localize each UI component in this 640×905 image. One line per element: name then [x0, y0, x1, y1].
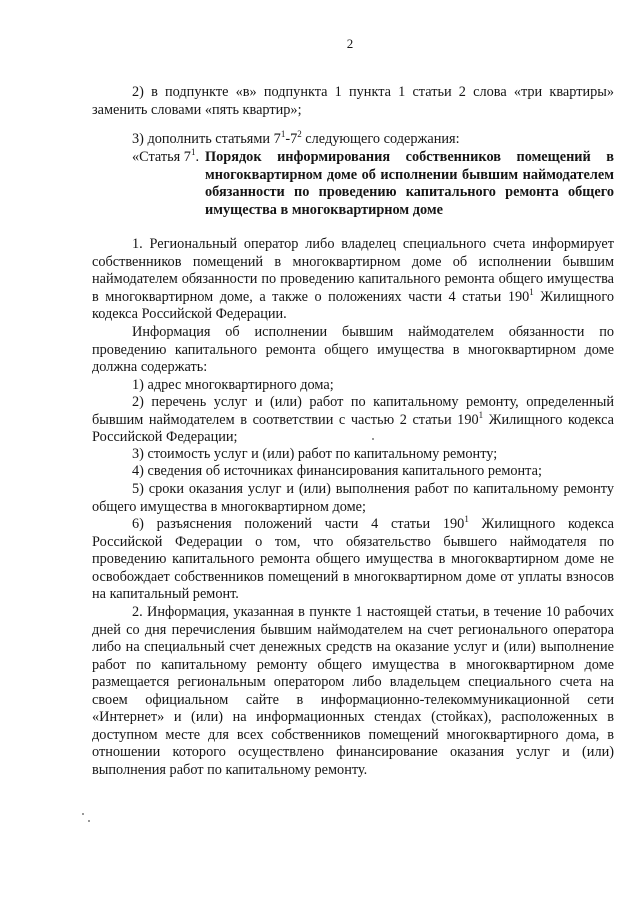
- page-number: 2: [346, 36, 354, 51]
- list-item-3: 3) стоимость услуг и (или) работ по капитальному ремонту;: [132, 446, 498, 462]
- article-prefix-dot: .: [195, 149, 200, 165]
- amendment-3-text: 3) дополнить статьями 7: [132, 131, 281, 147]
- paragraph-info: Информация об исполнении бывшим наймодателем обязанности по проведению капитального ремонта общего имущества в многоквартирном доме должна содержать:: [92, 324, 614, 375]
- article-prefix: [132, 149, 199, 167]
- list-item-6: [92, 516, 614, 604]
- amendment-3: [92, 131, 614, 149]
- paragraph-1-tail: Жилищного кодекса Российской Федерации.: [92, 288, 614, 322]
- list-item-5: 5) сроки оказания услуг и (или) выполнения работ по капитальному ремонту общего имущества в многоквартирном доме;: [92, 481, 614, 515]
- list-item-6-tail: Жилищного кодекса Российской Федерации о том, что обязательство бывшего наймодателя по проведению капитального ремонта общего имущества в многоквартирном доме не освобождает собственников помещений в многоквартирном доме от уплаты взносов на капитальный ремонт.: [92, 516, 614, 602]
- amendment-3-dash: -7: [285, 131, 298, 147]
- paragraph-1-sup: 1: [529, 286, 534, 297]
- amendment-3-sup2: 2: [297, 129, 302, 140]
- scan-speck: [88, 820, 90, 822]
- scan-speck: [82, 813, 84, 815]
- list-item-6-sup: 1: [464, 514, 469, 525]
- article-prefix-text: «Статья 7: [132, 149, 191, 165]
- amendment-3-rest: следующего содержания:: [301, 131, 460, 147]
- list-item-1: 1) адрес многоквартирного дома;: [132, 377, 334, 393]
- list-item-2-tail: Жилищного кодекса Российской Федерации;: [92, 411, 614, 445]
- paragraph-1: [92, 236, 614, 324]
- list-item-4: 4) сведения об источниках финансирования капитального ремонта;: [132, 463, 542, 479]
- article-title: Порядок информирования собственников помещений в многоквартирном доме об исполнении бывшим наймодателем обязанности по проведению капитального ремонта общего имущества в многоквартирном доме: [205, 149, 614, 218]
- list-item-2: [92, 394, 614, 447]
- list-item-2-sup: 1: [478, 409, 484, 420]
- list-item-6-text: 6) разъяснения положений части 4 статьи 190: [132, 516, 465, 532]
- article-heading: [92, 149, 614, 219]
- amendment-2: 2) в подпункте «в» подпункта 1 пункта 1 статьи 2 слова «три квартиры» заменить словами «пять квартир»;: [92, 84, 614, 118]
- article-prefix-sup: 1: [190, 147, 196, 158]
- paragraph-1-text: 1. Региональный оператор либо владелец специального счета информирует собственников помещений в многоквартирном доме об исполнении бывшим наймодателем обязанности по проведению капитального ремонта общего имущества в многоквартирном доме, а также о положениях части 4 статьи 190: [92, 236, 614, 305]
- paragraph-2: 2. Информация, указанная в пункте 1 настоящей статьи, в течение 10 рабочих дней со дня перечисления бывшим наймодателем на счет регионального оператора либо на специальный счет денежных средств на оказание услуг и (или) выполнение работ по капитальному ремонту общего имущества в многоквартирном доме размещается региональным оператором либо владельцем специального счета на своем официальном сайте в информационно-телекоммуникационной сети «Интернет» и (или) на информационных стендах (стойках), расположенных в доступном месте для всех собственников помещений многоквартирного дома, в отношении которого осуществлено финансирование оказания услуг и (или) выполнения работ по капитальному ремонту.: [92, 604, 614, 778]
- amendment-3-sup1: 1: [280, 129, 286, 140]
- scan-speck: [372, 438, 374, 440]
- list-item-2-text: 2) перечень услуг и (или) работ по капитальному ремонту, определенный бывшим наймодателем в соответствии с частью 2 статьи 190: [92, 394, 614, 428]
